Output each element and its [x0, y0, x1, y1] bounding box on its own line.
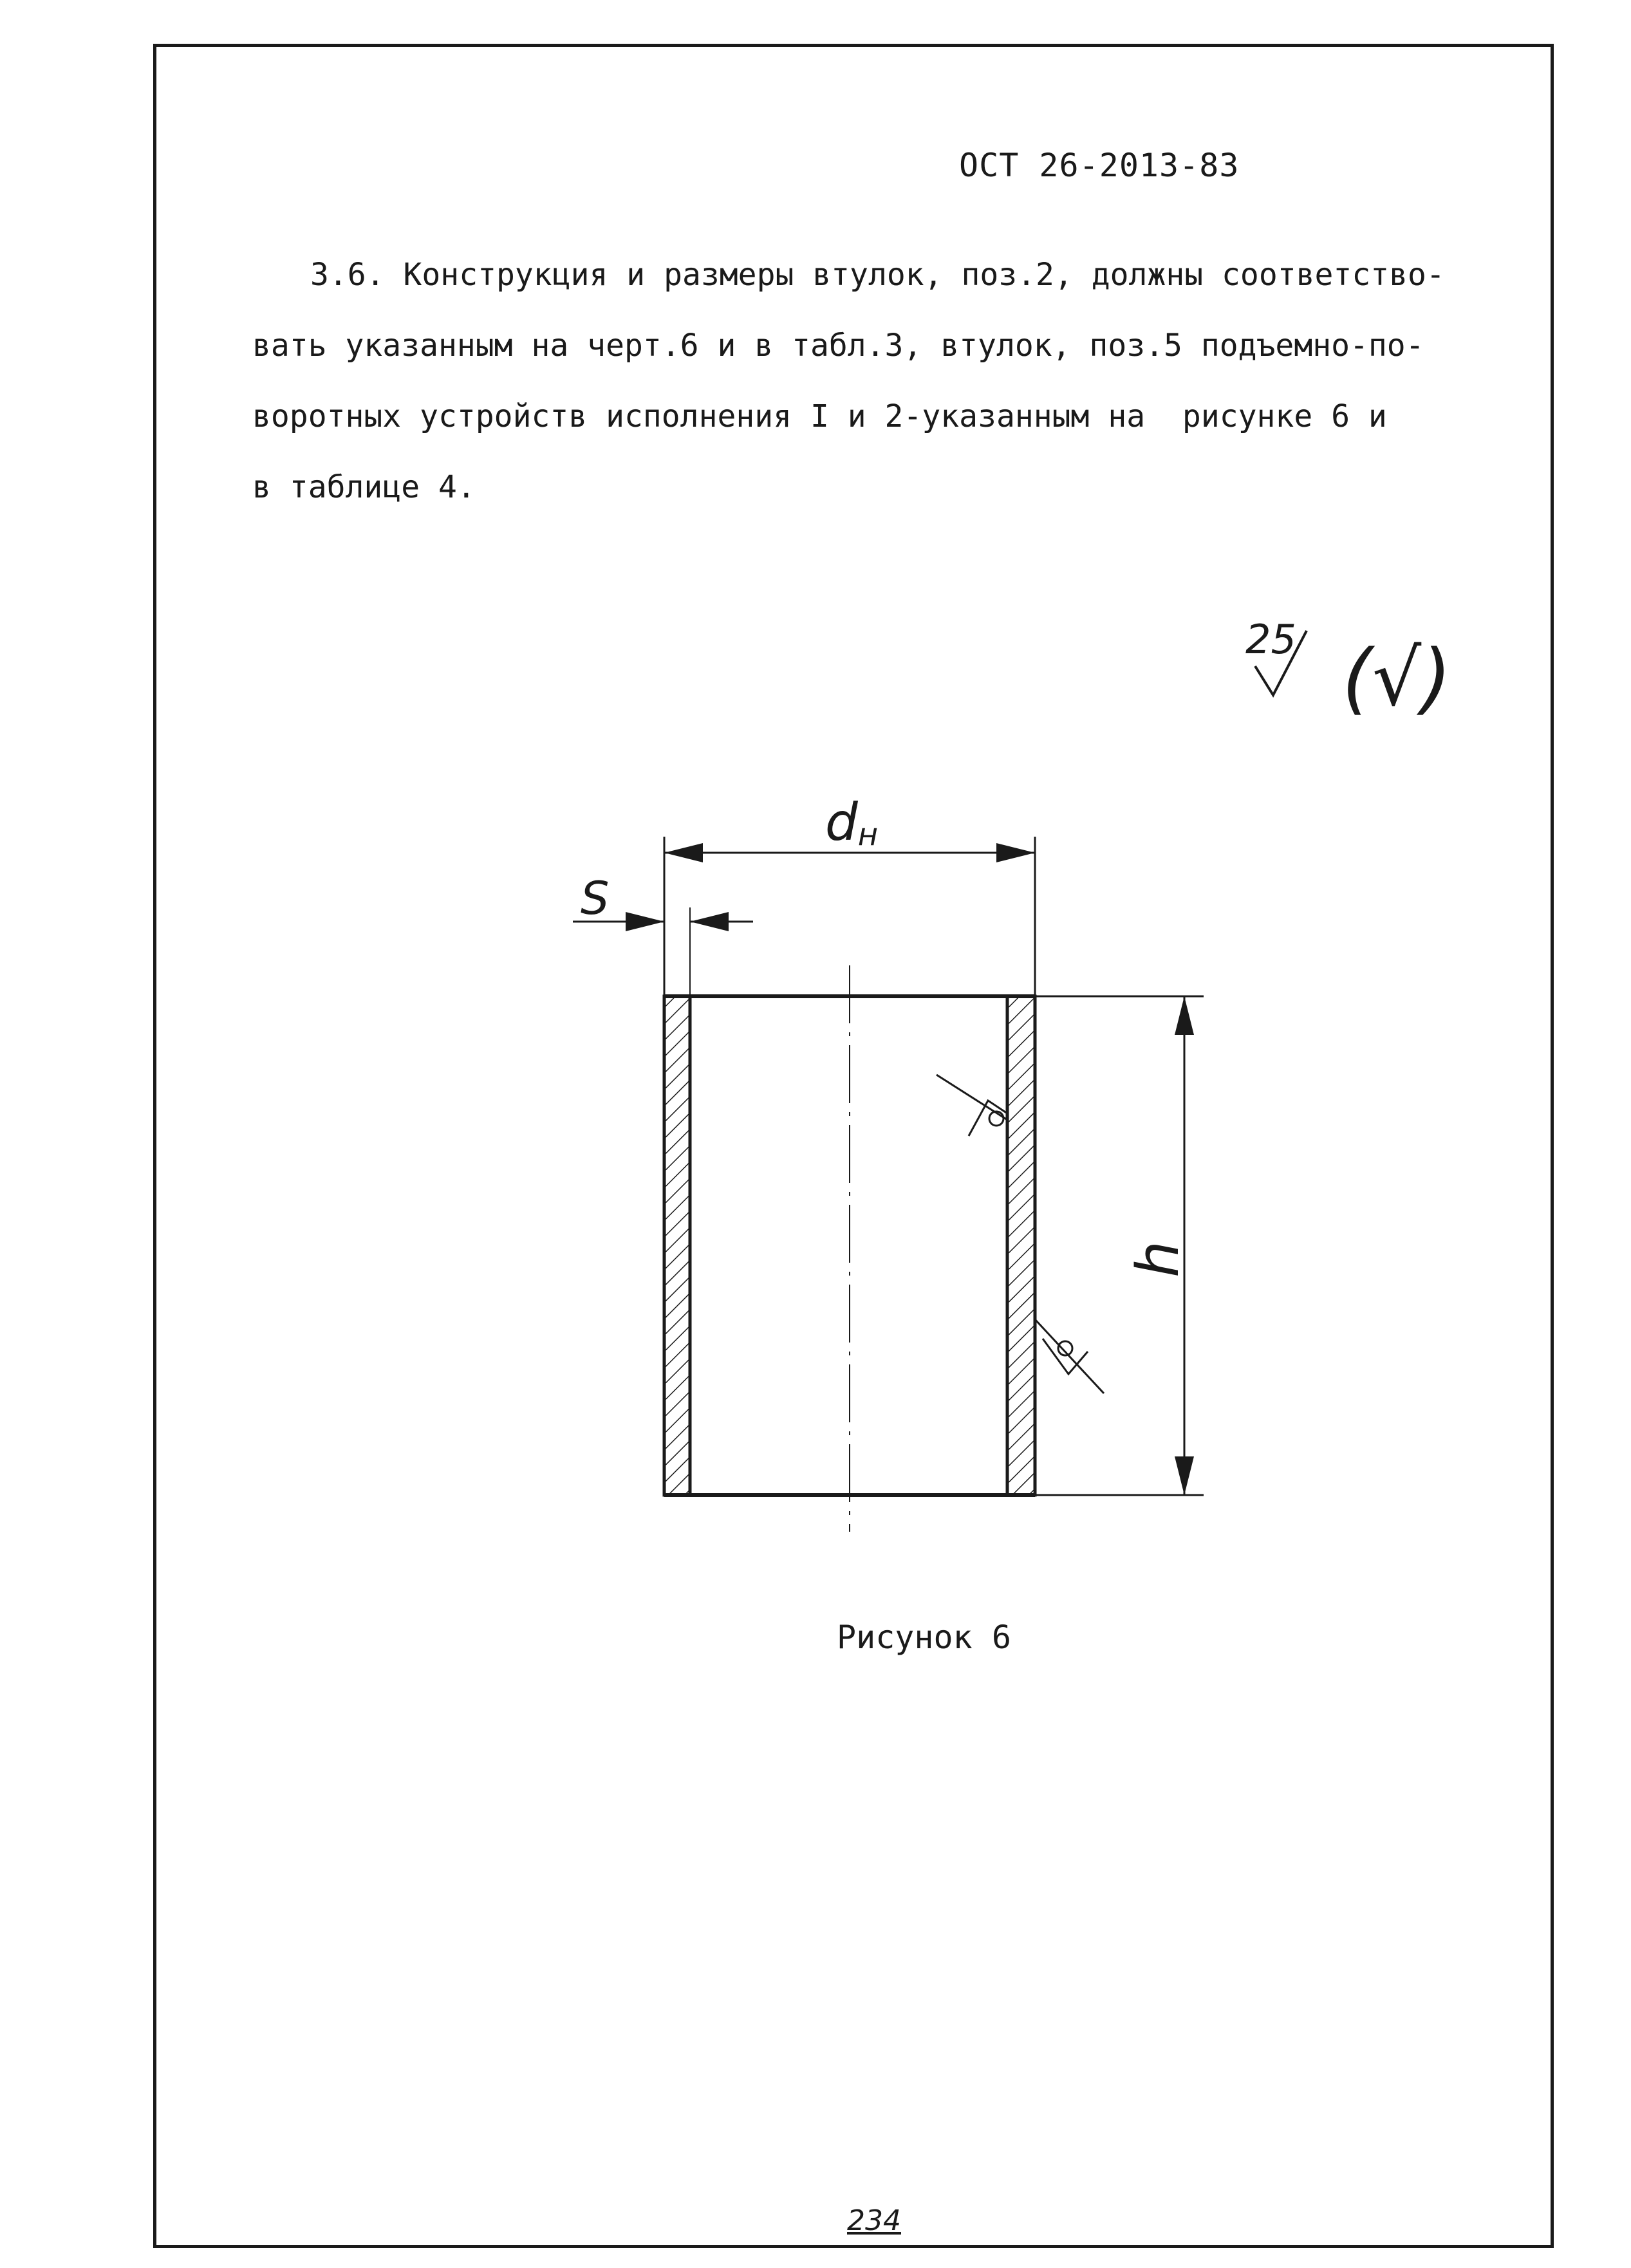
roughness-bracket: (√) — [1342, 634, 1452, 723]
figure-caption: Рисунок 6 — [837, 1619, 1011, 1656]
label-height: h — [1124, 1240, 1192, 1278]
surface-roughness-mark — [1035, 1319, 1104, 1393]
right-wall — [1007, 996, 1035, 1495]
paragraph-line: воротных устройств исполнения I и 2-указанным на рисунке 6 и — [252, 398, 1387, 434]
label-outer-diameter: dн — [825, 792, 879, 853]
paragraph-line: 3.6. Конструкция и размеры втулок, поз.2, должны соответство- — [310, 257, 1445, 293]
document-code: ОСТ 26-2013-83 — [959, 147, 1240, 184]
left-wall — [664, 996, 690, 1495]
roughness-value: 25 — [1245, 616, 1296, 663]
paragraph-line: в таблице 4. — [252, 469, 476, 505]
page-number: 234 — [847, 2204, 901, 2237]
roughness-symbol — [1245, 616, 1451, 723]
label-thickness: S — [581, 872, 610, 925]
paragraph-line: вать указанным на черт.6 и в табл.3, втулок, поз.5 подъемно-по- — [252, 328, 1424, 364]
surface-roughness-mark — [937, 1075, 1007, 1136]
